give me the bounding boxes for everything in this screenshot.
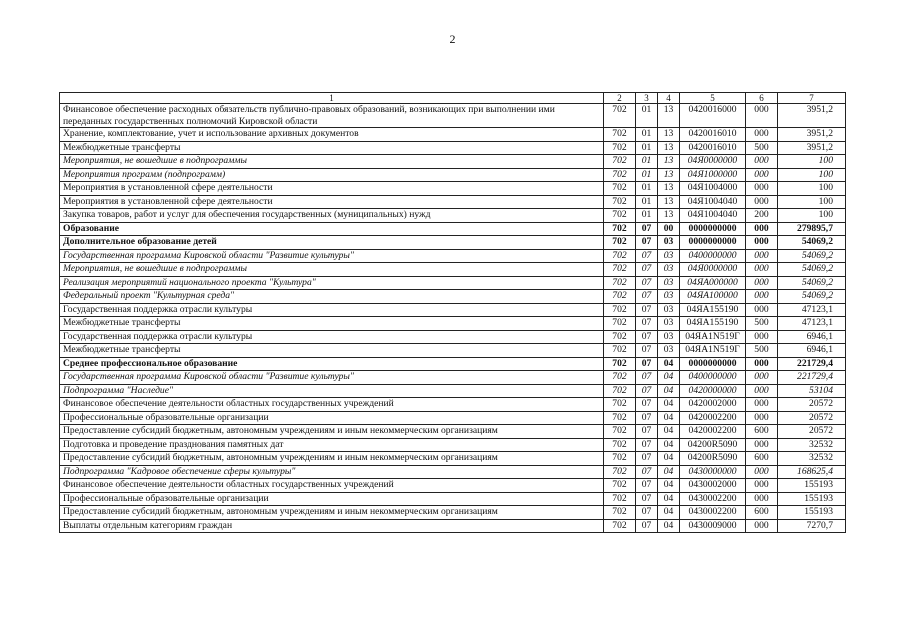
subsection-cell: 04 bbox=[658, 492, 680, 506]
subsection-cell: 03 bbox=[658, 276, 680, 290]
amount-cell: 155193 bbox=[778, 479, 846, 493]
admin-code-cell: 702 bbox=[604, 479, 636, 493]
table-row bbox=[60, 249, 846, 263]
admin-code-cell: 702 bbox=[604, 222, 636, 236]
header-cell-5: 5 bbox=[680, 93, 746, 104]
admin-code-cell: 702 bbox=[604, 209, 636, 223]
section-cell: 07 bbox=[636, 384, 658, 398]
subsection-cell: 13 bbox=[658, 155, 680, 169]
section-cell: 07 bbox=[636, 330, 658, 344]
target-article-cell: 0000000000 bbox=[680, 222, 746, 236]
table-row bbox=[60, 263, 846, 277]
amount-cell: 3951,2 bbox=[778, 128, 846, 142]
amount-cell: 20572 bbox=[778, 411, 846, 425]
budget-table bbox=[59, 92, 846, 533]
table-row bbox=[60, 357, 846, 371]
admin-code-cell: 702 bbox=[604, 506, 636, 520]
target-article-cell: 0420002000 bbox=[680, 398, 746, 412]
row-name-cell: Реализация мероприятий национального проекта "Культура" bbox=[60, 276, 604, 290]
row-name-cell: Дополнительное образование детей bbox=[60, 236, 604, 250]
table-row bbox=[60, 317, 846, 331]
section-cell: 01 bbox=[636, 128, 658, 142]
target-article-cell: 0400000000 bbox=[680, 371, 746, 385]
row-name-cell: Подпрограмма "Наследие" bbox=[60, 384, 604, 398]
amount-cell: 100 bbox=[778, 209, 846, 223]
target-article-cell: 0420000000 bbox=[680, 384, 746, 398]
admin-code-cell: 702 bbox=[604, 411, 636, 425]
subsection-cell: 03 bbox=[658, 317, 680, 331]
amount-cell: 100 bbox=[778, 155, 846, 169]
expense-type-cell: 000 bbox=[746, 411, 778, 425]
target-article-cell: 0420002200 bbox=[680, 425, 746, 439]
subsection-cell: 13 bbox=[658, 128, 680, 142]
section-cell: 07 bbox=[636, 398, 658, 412]
header-cell-6: 6 bbox=[746, 93, 778, 104]
admin-code-cell: 702 bbox=[604, 357, 636, 371]
section-cell: 07 bbox=[636, 222, 658, 236]
target-article-cell: 0430002200 bbox=[680, 506, 746, 520]
admin-code-cell: 702 bbox=[604, 128, 636, 142]
admin-code-cell: 702 bbox=[604, 141, 636, 155]
table-row bbox=[60, 168, 846, 182]
amount-cell: 7270,7 bbox=[778, 519, 846, 533]
table-row bbox=[60, 465, 846, 479]
expense-type-cell: 000 bbox=[746, 357, 778, 371]
admin-code-cell: 702 bbox=[604, 236, 636, 250]
subsection-cell: 04 bbox=[658, 371, 680, 385]
table-row bbox=[60, 492, 846, 506]
table-row bbox=[60, 104, 846, 128]
expense-type-cell: 500 bbox=[746, 141, 778, 155]
table-header-row bbox=[60, 93, 846, 104]
amount-cell: 221729,4 bbox=[778, 357, 846, 371]
amount-cell: 155193 bbox=[778, 506, 846, 520]
row-name-cell: Среднее профессиональное образование bbox=[60, 357, 604, 371]
row-name-cell: Мероприятия, не вошедшие в подпрограммы bbox=[60, 263, 604, 277]
page-number: 2 bbox=[449, 32, 456, 46]
amount-cell: 47123,1 bbox=[778, 317, 846, 331]
admin-code-cell: 702 bbox=[604, 465, 636, 479]
target-article-cell: 04ЯA100000 bbox=[680, 290, 746, 304]
section-cell: 07 bbox=[636, 276, 658, 290]
admin-code-cell: 702 bbox=[604, 330, 636, 344]
target-article-cell: 0400000000 bbox=[680, 249, 746, 263]
admin-code-cell: 702 bbox=[604, 398, 636, 412]
row-name-cell: Подготовка и проведение празднования памятных дат bbox=[60, 438, 604, 452]
target-article-cell: 04Я1000000 bbox=[680, 168, 746, 182]
amount-cell: 54069,2 bbox=[778, 263, 846, 277]
target-article-cell: 0000000000 bbox=[680, 357, 746, 371]
row-name-cell: Образование bbox=[60, 222, 604, 236]
row-name-cell: Мероприятия в установленной сфере деятельности bbox=[60, 182, 604, 196]
target-article-cell: 04Я0000000 bbox=[680, 263, 746, 277]
row-name-cell: Межбюджетные трансферты bbox=[60, 141, 604, 155]
row-name-cell: Мероприятия программ (подпрограмм) bbox=[60, 168, 604, 182]
target-article-cell: 04Я1004040 bbox=[680, 195, 746, 209]
row-name-cell: Государственная поддержка отрасли культуры bbox=[60, 303, 604, 317]
target-article-cell: 0430002200 bbox=[680, 492, 746, 506]
expense-type-cell: 000 bbox=[746, 128, 778, 142]
section-cell: 07 bbox=[636, 344, 658, 358]
amount-cell: 155193 bbox=[778, 492, 846, 506]
table-row bbox=[60, 479, 846, 493]
subsection-cell: 04 bbox=[658, 506, 680, 520]
subsection-cell: 03 bbox=[658, 236, 680, 250]
expense-type-cell: 000 bbox=[746, 182, 778, 196]
target-article-cell: 04Я1004040 bbox=[680, 209, 746, 223]
expense-type-cell: 000 bbox=[746, 398, 778, 412]
target-article-cell: 0420016010 bbox=[680, 128, 746, 142]
row-name-cell: Финансовое обеспечение деятельности областных государственных учреждений bbox=[60, 398, 604, 412]
target-article-cell: 0430002000 bbox=[680, 479, 746, 493]
table-row bbox=[60, 371, 846, 385]
section-cell: 07 bbox=[636, 371, 658, 385]
section-cell: 01 bbox=[636, 104, 658, 128]
row-name-cell: Предоставление субсидий бюджетным, автономным учреждениям и иным некоммерческим организациям bbox=[60, 506, 604, 520]
target-article-cell: 04ЯA1N519Г bbox=[680, 344, 746, 358]
target-article-cell: 04Я1004000 bbox=[680, 182, 746, 196]
admin-code-cell: 702 bbox=[604, 519, 636, 533]
section-cell: 07 bbox=[636, 357, 658, 371]
admin-code-cell: 702 bbox=[604, 182, 636, 196]
expense-type-cell: 000 bbox=[746, 263, 778, 277]
subsection-cell: 03 bbox=[658, 303, 680, 317]
expense-type-cell: 000 bbox=[746, 519, 778, 533]
admin-code-cell: 702 bbox=[604, 384, 636, 398]
table-row bbox=[60, 141, 846, 155]
target-article-cell: 0000000000 bbox=[680, 236, 746, 250]
admin-code-cell: 702 bbox=[604, 438, 636, 452]
subsection-cell: 04 bbox=[658, 438, 680, 452]
target-article-cell: 04200R5090 bbox=[680, 452, 746, 466]
section-cell: 07 bbox=[636, 438, 658, 452]
expense-type-cell: 000 bbox=[746, 168, 778, 182]
subsection-cell: 13 bbox=[658, 195, 680, 209]
target-article-cell: 04ЯA1N519Г bbox=[680, 330, 746, 344]
target-article-cell: 0420016010 bbox=[680, 141, 746, 155]
target-article-cell: 0420002200 bbox=[680, 411, 746, 425]
admin-code-cell: 702 bbox=[604, 492, 636, 506]
amount-cell: 54069,2 bbox=[778, 290, 846, 304]
section-cell: 07 bbox=[636, 452, 658, 466]
expense-type-cell: 600 bbox=[746, 425, 778, 439]
section-cell: 01 bbox=[636, 168, 658, 182]
admin-code-cell: 702 bbox=[604, 155, 636, 169]
subsection-cell: 04 bbox=[658, 425, 680, 439]
section-cell: 01 bbox=[636, 141, 658, 155]
table-row bbox=[60, 222, 846, 236]
section-cell: 07 bbox=[636, 249, 658, 263]
admin-code-cell: 702 bbox=[604, 249, 636, 263]
section-cell: 07 bbox=[636, 290, 658, 304]
amount-cell: 100 bbox=[778, 195, 846, 209]
table-row bbox=[60, 236, 846, 250]
admin-code-cell: 702 bbox=[604, 104, 636, 128]
subsection-cell: 13 bbox=[658, 141, 680, 155]
section-cell: 01 bbox=[636, 155, 658, 169]
subsection-cell: 03 bbox=[658, 290, 680, 304]
amount-cell: 6946,1 bbox=[778, 330, 846, 344]
subsection-cell: 04 bbox=[658, 465, 680, 479]
table-row bbox=[60, 290, 846, 304]
table-row bbox=[60, 182, 846, 196]
row-name-cell: Выплаты отдельным категориям граждан bbox=[60, 519, 604, 533]
row-name-cell: Государственная программа Кировской области "Развитие культуры" bbox=[60, 371, 604, 385]
table-row bbox=[60, 209, 846, 223]
target-article-cell: 0430009000 bbox=[680, 519, 746, 533]
subsection-cell: 04 bbox=[658, 479, 680, 493]
row-name-cell: Закупка товаров, работ и услуг для обеспечения государственных (муниципальных) нужд bbox=[60, 209, 604, 223]
section-cell: 07 bbox=[636, 506, 658, 520]
table-row bbox=[60, 506, 846, 520]
table-row bbox=[60, 303, 846, 317]
section-cell: 07 bbox=[636, 465, 658, 479]
subsection-cell: 00 bbox=[658, 222, 680, 236]
section-cell: 07 bbox=[636, 425, 658, 439]
amount-cell: 54069,2 bbox=[778, 276, 846, 290]
row-name-cell: Финансовое обеспечение деятельности областных государственных учреждений bbox=[60, 479, 604, 493]
section-cell: 07 bbox=[636, 303, 658, 317]
amount-cell: 3951,2 bbox=[778, 104, 846, 128]
admin-code-cell: 702 bbox=[604, 344, 636, 358]
amount-cell: 279895,7 bbox=[778, 222, 846, 236]
subsection-cell: 04 bbox=[658, 411, 680, 425]
row-name-cell: Подпрограмма "Кадровое обеспечение сферы культуры" bbox=[60, 465, 604, 479]
row-name-cell: Финансовое обеспечение расходных обязательств публично-правовых образований, возникающих при выполнении ими переданных государственных полномочий Кировской области bbox=[60, 104, 604, 128]
admin-code-cell: 702 bbox=[604, 317, 636, 331]
table-row bbox=[60, 425, 846, 439]
expense-type-cell: 600 bbox=[746, 506, 778, 520]
amount-cell: 221729,4 bbox=[778, 371, 846, 385]
expense-type-cell: 000 bbox=[746, 438, 778, 452]
subsection-cell: 13 bbox=[658, 168, 680, 182]
row-name-cell: Федеральный проект "Культурная среда" bbox=[60, 290, 604, 304]
expense-type-cell: 000 bbox=[746, 492, 778, 506]
target-article-cell: 04ЯA155190 bbox=[680, 317, 746, 331]
row-name-cell: Межбюджетные трансферты bbox=[60, 317, 604, 331]
table-row bbox=[60, 519, 846, 533]
table-row bbox=[60, 411, 846, 425]
section-cell: 07 bbox=[636, 519, 658, 533]
expense-type-cell: 200 bbox=[746, 209, 778, 223]
amount-cell: 20572 bbox=[778, 398, 846, 412]
section-cell: 07 bbox=[636, 317, 658, 331]
section-cell: 01 bbox=[636, 182, 658, 196]
row-name-cell: Мероприятия в установленной сфере деятельности bbox=[60, 195, 604, 209]
subsection-cell: 04 bbox=[658, 519, 680, 533]
amount-cell: 20572 bbox=[778, 425, 846, 439]
row-name-cell: Предоставление субсидий бюджетным, автономным учреждениям и иным некоммерческим организациям bbox=[60, 425, 604, 439]
amount-cell: 100 bbox=[778, 168, 846, 182]
section-cell: 01 bbox=[636, 209, 658, 223]
target-article-cell: 0420016000 bbox=[680, 104, 746, 128]
expense-type-cell: 000 bbox=[746, 222, 778, 236]
header-cell-3: 3 bbox=[636, 93, 658, 104]
row-name-cell: Мероприятия, не вошедшие в подпрограммы bbox=[60, 155, 604, 169]
target-article-cell: 04200R5090 bbox=[680, 438, 746, 452]
section-cell: 07 bbox=[636, 411, 658, 425]
expense-type-cell: 500 bbox=[746, 344, 778, 358]
amount-cell: 6946,1 bbox=[778, 344, 846, 358]
table-row bbox=[60, 195, 846, 209]
expense-type-cell: 000 bbox=[746, 290, 778, 304]
expense-type-cell: 000 bbox=[746, 236, 778, 250]
expense-type-cell: 000 bbox=[746, 303, 778, 317]
subsection-cell: 04 bbox=[658, 452, 680, 466]
table-row bbox=[60, 384, 846, 398]
admin-code-cell: 702 bbox=[604, 195, 636, 209]
table-row bbox=[60, 398, 846, 412]
admin-code-cell: 702 bbox=[604, 425, 636, 439]
row-name-cell: Межбюджетные трансферты bbox=[60, 344, 604, 358]
expense-type-cell: 000 bbox=[746, 249, 778, 263]
amount-cell: 47123,1 bbox=[778, 303, 846, 317]
admin-code-cell: 702 bbox=[604, 290, 636, 304]
table-row bbox=[60, 344, 846, 358]
target-article-cell: 04ЯA000000 bbox=[680, 276, 746, 290]
expense-type-cell: 000 bbox=[746, 155, 778, 169]
subsection-cell: 04 bbox=[658, 398, 680, 412]
admin-code-cell: 702 bbox=[604, 168, 636, 182]
table-body bbox=[60, 93, 846, 533]
admin-code-cell: 702 bbox=[604, 303, 636, 317]
amount-cell: 54069,2 bbox=[778, 249, 846, 263]
row-name-cell: Профессиональные образовательные организации bbox=[60, 492, 604, 506]
amount-cell: 100 bbox=[778, 182, 846, 196]
target-article-cell: 0430000000 bbox=[680, 465, 746, 479]
expense-type-cell: 600 bbox=[746, 452, 778, 466]
admin-code-cell: 702 bbox=[604, 371, 636, 385]
subsection-cell: 03 bbox=[658, 249, 680, 263]
row-name-cell: Государственная программа Кировской области "Развитие культуры" bbox=[60, 249, 604, 263]
amount-cell: 3951,2 bbox=[778, 141, 846, 155]
amount-cell: 32532 bbox=[778, 438, 846, 452]
target-article-cell: 04ЯA155190 bbox=[680, 303, 746, 317]
subsection-cell: 03 bbox=[658, 330, 680, 344]
section-cell: 07 bbox=[636, 479, 658, 493]
expense-type-cell: 000 bbox=[746, 465, 778, 479]
admin-code-cell: 702 bbox=[604, 263, 636, 277]
table-row bbox=[60, 438, 846, 452]
expense-type-cell: 000 bbox=[746, 330, 778, 344]
expense-type-cell: 000 bbox=[746, 384, 778, 398]
target-article-cell: 04Я0000000 bbox=[680, 155, 746, 169]
table-row bbox=[60, 128, 846, 142]
section-cell: 01 bbox=[636, 195, 658, 209]
admin-code-cell: 702 bbox=[604, 452, 636, 466]
subsection-cell: 13 bbox=[658, 209, 680, 223]
amount-cell: 168625,4 bbox=[778, 465, 846, 479]
table-row bbox=[60, 276, 846, 290]
header-cell-4: 4 bbox=[658, 93, 680, 104]
section-cell: 07 bbox=[636, 492, 658, 506]
amount-cell: 53104 bbox=[778, 384, 846, 398]
table-row bbox=[60, 155, 846, 169]
header-cell-2: 2 bbox=[604, 93, 636, 104]
row-name-cell: Предоставление субсидий бюджетным, автономным учреждениям и иным некоммерческим организациям bbox=[60, 452, 604, 466]
subsection-cell: 04 bbox=[658, 357, 680, 371]
subsection-cell: 03 bbox=[658, 263, 680, 277]
section-cell: 07 bbox=[636, 236, 658, 250]
expense-type-cell: 000 bbox=[746, 479, 778, 493]
amount-cell: 54069,2 bbox=[778, 236, 846, 250]
subsection-cell: 13 bbox=[658, 104, 680, 128]
subsection-cell: 04 bbox=[658, 384, 680, 398]
expense-type-cell: 500 bbox=[746, 317, 778, 331]
admin-code-cell: 702 bbox=[604, 276, 636, 290]
subsection-cell: 13 bbox=[658, 182, 680, 196]
table-row bbox=[60, 452, 846, 466]
subsection-cell: 03 bbox=[658, 344, 680, 358]
amount-cell: 32532 bbox=[778, 452, 846, 466]
table-row bbox=[60, 330, 846, 344]
row-name-cell: Профессиональные образовательные организации bbox=[60, 411, 604, 425]
expense-type-cell: 000 bbox=[746, 104, 778, 128]
expense-type-cell: 000 bbox=[746, 371, 778, 385]
header-cell-1: 1 bbox=[60, 93, 604, 104]
row-name-cell: Хранение, комплектование, учет и использование архивных документов bbox=[60, 128, 604, 142]
expense-type-cell: 000 bbox=[746, 276, 778, 290]
expense-type-cell: 000 bbox=[746, 195, 778, 209]
header-cell-7: 7 bbox=[778, 93, 846, 104]
section-cell: 07 bbox=[636, 263, 658, 277]
row-name-cell: Государственная поддержка отрасли культуры bbox=[60, 330, 604, 344]
